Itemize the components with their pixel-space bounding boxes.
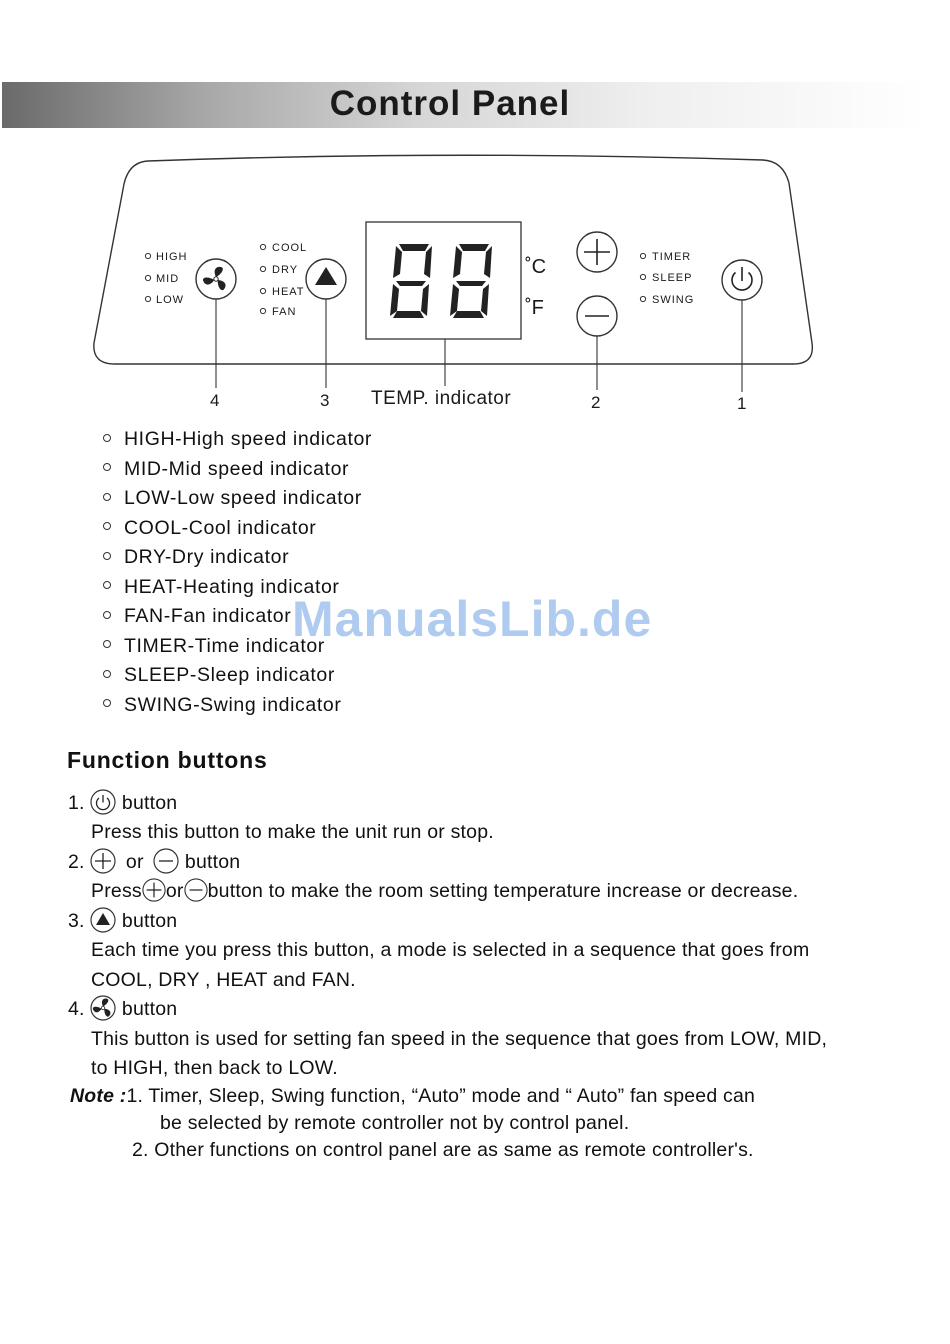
- item-2-description: Press or button to make the room setting temperature increase or decrease.: [91, 879, 798, 904]
- mode-button[interactable]: [306, 259, 346, 299]
- item-1-title: 1. button: [68, 791, 177, 817]
- callout-4: 4: [210, 391, 220, 410]
- fan-speed-button[interactable]: [196, 259, 236, 299]
- mid-indicator-label: MID: [156, 273, 180, 285]
- note-line-1b: be selected by remote controller not by control panel.: [160, 1112, 630, 1134]
- timer-indicator-label: TIMER: [652, 251, 692, 263]
- list-item: SWING-Swing indicator: [103, 691, 372, 721]
- note-line-2: 2. Other functions on control panel are as same as remote controller's.: [132, 1139, 754, 1161]
- heat-indicator-label: HEAT: [272, 286, 305, 298]
- plus-icon: [90, 848, 116, 874]
- mode-indicators: [260, 242, 307, 318]
- fan-icon: [90, 995, 116, 1021]
- indicator-list: [103, 425, 372, 720]
- temp-indicator-callout: TEMP. indicator: [371, 388, 512, 409]
- triangle-up-icon: [90, 907, 116, 933]
- list-item: SLEEP-Sleep indicator: [103, 661, 372, 691]
- list-item: DRY-Dry indicator: [103, 543, 372, 573]
- control-panel-diagram: [0, 150, 950, 420]
- fan-indicator-label: FAN: [272, 306, 297, 318]
- sleep-indicator-label: SLEEP: [652, 272, 693, 284]
- page-title: Control Panel: [329, 84, 571, 123]
- item-4-title: 4. button: [68, 997, 177, 1023]
- dry-indicator-label: DRY: [272, 264, 299, 276]
- power-icon: [90, 789, 116, 815]
- note-label: Note :: [70, 1085, 127, 1107]
- list-item: HEAT-Heating indicator: [103, 573, 372, 603]
- callout-2: 2: [591, 393, 601, 412]
- swing-indicator-label: SWING: [652, 294, 695, 306]
- minus-button[interactable]: [577, 296, 617, 336]
- minus-icon: [153, 848, 179, 874]
- callout-1: 1: [737, 394, 747, 413]
- item-4-description-line-2: to HIGH, then back to LOW.: [91, 1057, 338, 1079]
- list-item: COOL-Cool indicator: [103, 514, 372, 544]
- fahrenheit-unit-label: ˚F: [525, 297, 544, 319]
- title-banner: [2, 82, 928, 128]
- function-indicators: [640, 251, 694, 306]
- low-indicator-label: LOW: [156, 294, 185, 306]
- temperature-display: [366, 222, 521, 339]
- cool-indicator-label: COOL: [272, 242, 308, 254]
- list-item: FAN-Fan indicator: [103, 602, 372, 632]
- list-item: LOW-Low speed indicator: [103, 484, 372, 514]
- plus-button[interactable]: [577, 232, 617, 272]
- high-indicator-label: HIGH: [156, 251, 188, 263]
- callout-3: 3: [320, 391, 330, 410]
- item-2-title: 2. or button: [68, 850, 240, 876]
- minus-icon: [184, 878, 208, 902]
- function-buttons-heading: Function buttons: [67, 747, 268, 773]
- list-item: HIGH-High speed indicator: [103, 425, 372, 455]
- item-3-description-line-1: Each time you press this button, a mode is selected in a sequence that goes from: [91, 939, 810, 961]
- celsius-unit-label: ˚C: [525, 256, 547, 278]
- item-4-description-line-1: This button is used for setting fan speed in the sequence that goes from LOW, MID,: [91, 1028, 828, 1050]
- list-item: TIMER-Time indicator: [103, 632, 372, 662]
- item-1-description: Press this button to make the unit run or stop.: [91, 821, 494, 843]
- list-item: MID-Mid speed indicator: [103, 455, 372, 485]
- plus-icon: [142, 878, 166, 902]
- item-3-description-line-2: COOL, DRY , HEAT and FAN.: [91, 969, 356, 991]
- note-line-1: Note :1. Timer, Sleep, Swing function, “Auto” mode and “ Auto” fan speed can: [70, 1085, 756, 1107]
- item-3-title: 3. button: [68, 909, 177, 935]
- power-button[interactable]: [722, 260, 762, 300]
- watermark: ManualsLib.de: [292, 591, 653, 647]
- speed-indicators: [145, 251, 187, 306]
